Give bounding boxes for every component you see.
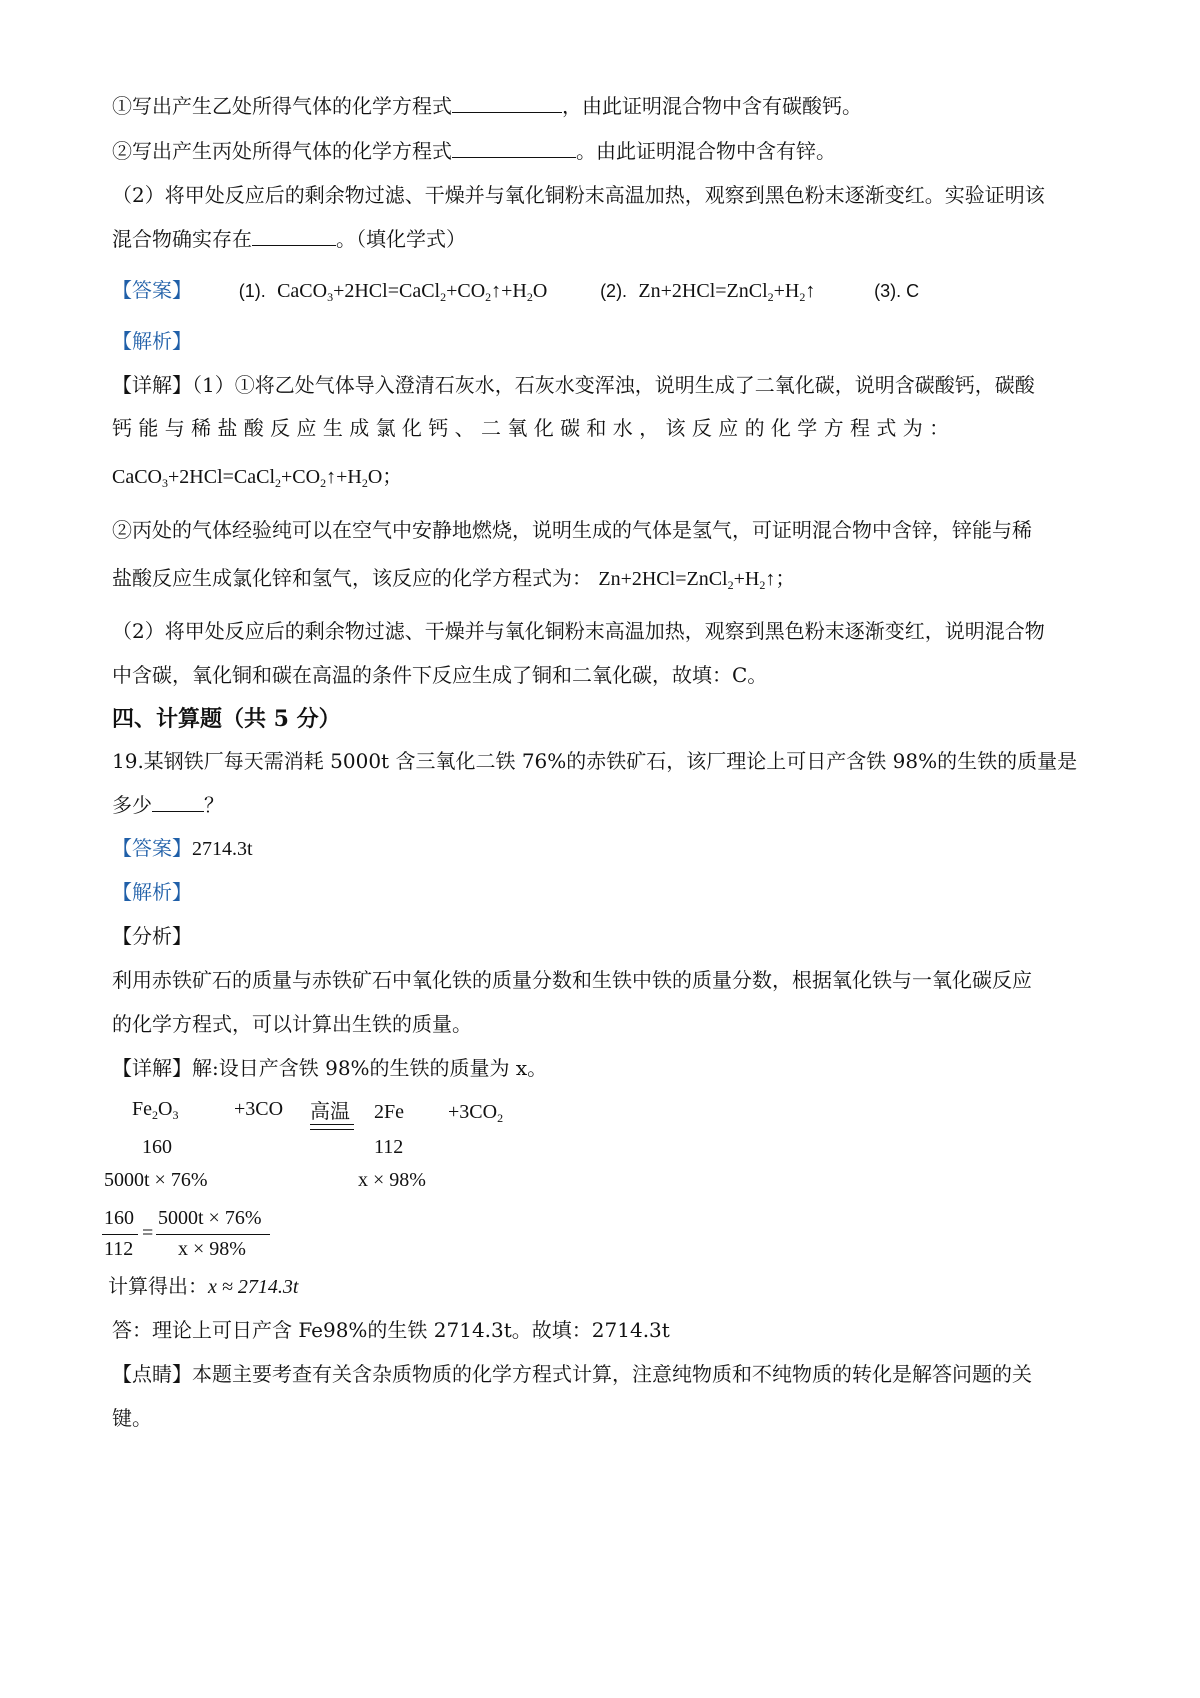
question-text: 。（填化学式）	[336, 227, 466, 251]
detail-text: 解:设日产含铁 98%的生铁的质量为 x。	[192, 1056, 548, 1080]
known-fe2o3: 5000t × 76%	[104, 1169, 208, 1191]
detail-text: ；	[775, 566, 796, 590]
detail-line-7: 中含碳，氧化铜和碳在高温的条件下反应生成了铜和二氧化碳，故填：C。	[112, 663, 768, 687]
ratio-denominator-left: 112	[104, 1238, 134, 1260]
condition-gaowen: 高温	[310, 1101, 350, 1123]
equation-zn: $Zn+2HCl=ZnCl_2+H_2↑$	[598, 568, 776, 592]
answer-label: 【答案】	[112, 278, 192, 302]
detail-line-1	[112, 371, 1035, 399]
dianjing-text: 本题主要考查有关含杂质物质的化学方程式计算，注意纯物质和不纯物质的转化是解答问题的关	[192, 1362, 1032, 1386]
detail-line-4: ②丙处的气体经验纯可以在空气中安静地燃烧，说明生成的气体是氢气，可证明混合物中含锌，锌能与稀	[112, 518, 1032, 542]
answer-number: (1).	[238, 281, 266, 301]
fraction-bar	[156, 1234, 270, 1235]
question-text: 混合物确实存在	[112, 227, 252, 251]
q19-fenxi-1: 利用赤铁矿石的质量与赤铁矿石中氧化铁的质量分数和生铁中铁的质量分数，根据氧化铁与一氧化碳反应	[112, 968, 1032, 992]
section-title: 四、计算题（共 5 分）	[112, 706, 341, 732]
detail-text: （1）①将乙处气体导入澄清石灰水，石灰水变浑浊，说明生成了二氧化碳，说明含碳酸钙，碳酸	[192, 373, 1035, 397]
q19-fenxi-label: 【分析】	[112, 924, 192, 948]
blank	[152, 793, 204, 812]
detail-line-6: （2）将甲处反应后的剩余物过滤、干燥并与氧化铜粉末高温加热，观察到黑色粉末逐渐变红，说明混合物	[112, 619, 1045, 643]
ratio-numerator-left: 160	[104, 1207, 134, 1229]
detail-text: ；	[382, 464, 403, 488]
equals-sign: =	[142, 1222, 154, 1244]
q19-answer	[112, 834, 253, 863]
equals-double-line	[310, 1124, 354, 1130]
ratio-numerator-right: 5000t × 76%	[158, 1207, 262, 1229]
dianjing-line-1	[112, 1360, 1032, 1388]
detail-text: 计算得出：	[108, 1274, 208, 1298]
question-part2: （2）将甲处反应后的剩余物过滤、干燥并与氧化铜粉末高温加热，观察到黑色粉末逐渐变红。实验证明该	[112, 183, 1045, 207]
answer-label: 【答案】	[112, 836, 192, 860]
q19-final-answer: 答：理论上可日产含 Fe98%的生铁 2714.3t。故填：2714.3t	[112, 1318, 670, 1342]
detail-line-5	[112, 564, 795, 599]
formula-3co: +3CO	[234, 1098, 284, 1120]
equation-caco3: $CaCO_3+2HCl=CaCl_2+CO_2↑+H_2O$	[272, 280, 548, 304]
blank	[452, 94, 562, 113]
detail-line-3	[112, 462, 402, 497]
blank	[252, 227, 336, 246]
equation-zn: $Zn+2HCl=ZnCl_2+H_2↑$	[633, 280, 816, 304]
question-text: ②写出产生丙处所得气体的化学方程式	[112, 139, 452, 163]
q19-fenxi-2: 的化学方程式，可以计算出生铁的质量。	[112, 1012, 472, 1036]
question-text: ①写出产生乙处所得气体的化学方程式	[112, 94, 452, 118]
blank	[452, 139, 576, 158]
dianjing-label: 【点睛】	[112, 1362, 192, 1386]
analysis-label: 【解析】	[112, 329, 192, 353]
question-line-a	[112, 92, 862, 120]
calc-result	[108, 1272, 298, 1301]
dianjing-line-2: 键。	[112, 1406, 152, 1430]
question-text: 。由此证明混合物中含有锌。	[576, 139, 836, 163]
q19-analysis-label: 【解析】	[112, 880, 192, 904]
question-text: ？	[204, 793, 224, 817]
equation-caco3: $CaCO_3+2HCl=CaCl_2+CO_2↑+H_2O$	[112, 466, 383, 490]
detail-text: 盐酸反应生成氯化锌和氢气，该反应的化学方程式为：	[112, 566, 592, 590]
answer-number: (2).	[600, 281, 628, 301]
question-text: 多少	[112, 793, 152, 817]
answer-line	[112, 276, 919, 311]
fraction-bar	[102, 1234, 138, 1235]
molar-mass-fe: 112	[374, 1136, 404, 1158]
answer-number: (3). C	[874, 281, 920, 301]
question-text: ，由此证明混合物中含有碳酸钙。	[562, 94, 862, 118]
molar-mass-fe2o3: 160	[142, 1136, 172, 1158]
question-part2-b	[112, 225, 466, 253]
result-value: x ≈ 2714.3t	[208, 1276, 299, 1298]
ratio-denominator-right: x × 98%	[178, 1238, 246, 1260]
q19-line-1: 19.某钢铁厂每天需消耗 5000t 含三氧化二铁 76%的赤铁矿石，该厂理论上可日产含铁 98%的生铁的质量是	[112, 749, 1078, 773]
detail-label: 【详解】	[112, 1056, 192, 1080]
detail-label: 【详解】	[112, 373, 192, 397]
formula-3co2: $+3CO_2$	[448, 1101, 504, 1125]
question-line-b	[112, 137, 836, 165]
answer-value: 2714.3t	[192, 838, 253, 860]
q19-detail	[112, 1054, 547, 1082]
formula-2fe: 2Fe	[374, 1101, 404, 1123]
formula-fe2o3: $Fe_2O_3$	[132, 1098, 179, 1122]
q19-line-2	[112, 791, 224, 819]
known-fe: x × 98%	[358, 1169, 426, 1191]
detail-line-2: 钙 能 与 稀 盐 酸 反 应 生 成 氯 化 钙 、 二 氧 化 碳 和 水 ， 该 反 应 的 化 学 方 程 式 为 ：	[112, 416, 950, 440]
